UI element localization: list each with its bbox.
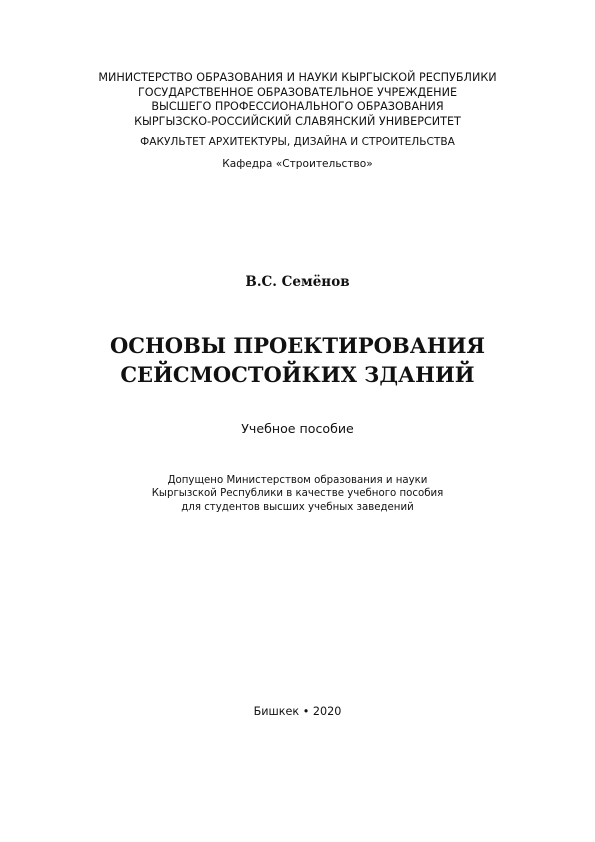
book-subtitle: Учебное пособие [241,421,354,436]
header-line-education-level: ВЫСШЕГО ПРОФЕССИОНАЛЬНОГО ОБРАЗОВАНИЯ [151,100,444,114]
approval-line-2: Кыргызской Республики в качестве учебного пособия [151,488,444,500]
book-title-line-2: СЕЙСМОСТОЙКИХ ЗДАНИЙ [120,362,475,387]
book-title-line-1: ОСНОВЫ ПРОЕКТИРОВАНИЯ [109,333,486,358]
header-line-institution-type: ГОСУДАРСТВЕННОЕ ОБРАЗОВАТЕЛЬНОЕ УЧРЕЖДЕНИЕ [137,85,458,99]
book-title [0,331,595,389]
approval-statement [0,474,595,514]
header-line-university: КЫРГЫЗСКО-РОССИЙСКИЙ СЛАВЯНСКИЙ УНИВЕРСИТЕТ [134,114,461,128]
approval-line-3: для студентов высших учебных заведений [181,501,414,513]
institution-header [0,71,595,129]
approval-line-1: Допущено Министерством образования и науки [167,475,428,486]
imprint-place-year: Бишкек • 2020 [253,705,342,718]
header-line-ministry: МИНИСТЕРСТВО ОБРАЗОВАНИЯ И НАУКИ КЫРГЫСКОЙ РЕСПУБЛИКИ [98,71,497,84]
author-name: В.С. Семёнов [245,274,350,290]
department-name: Кафедра «Строительство» [222,158,373,170]
faculty-name: ФАКУЛЬТЕТ АРХИТЕКТУРЫ, ДИЗАЙНА И СТРОИТЕЛЬСТВА [140,136,455,148]
